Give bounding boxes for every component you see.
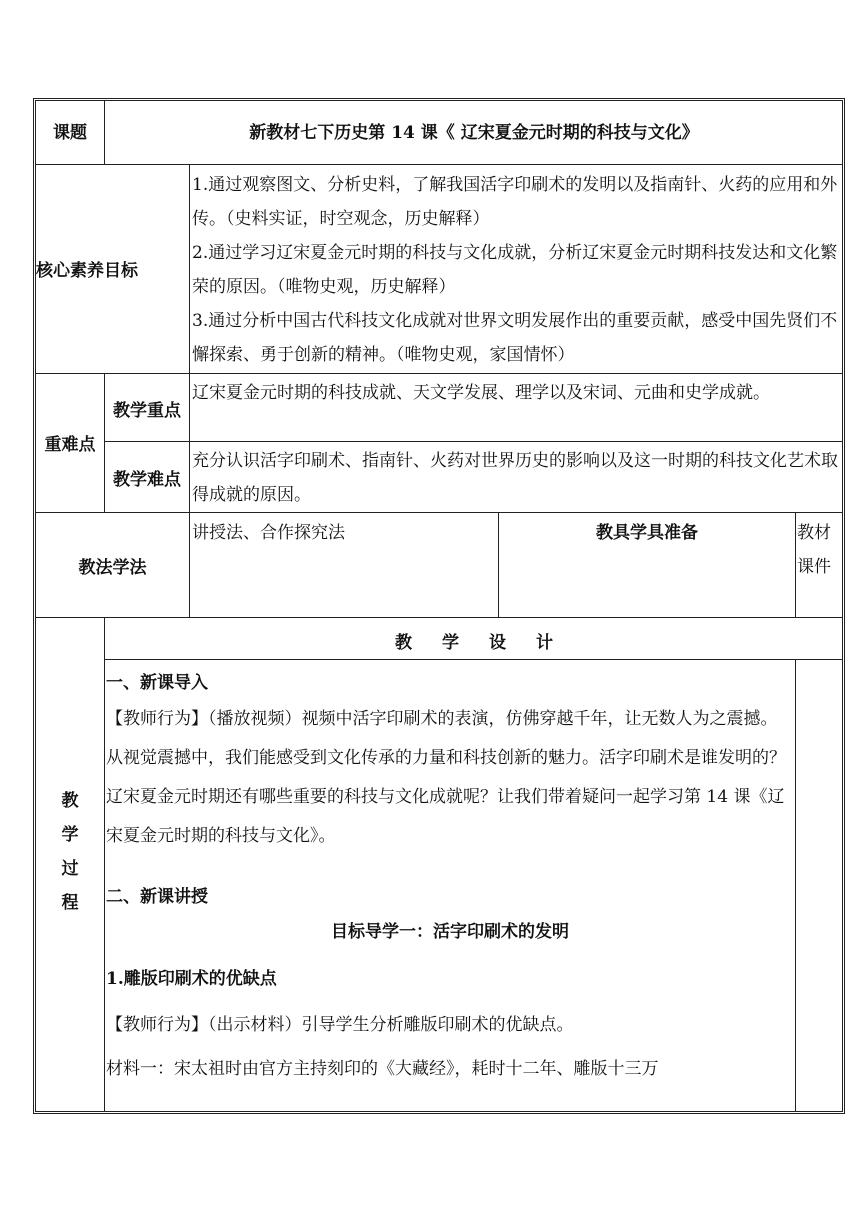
row-divider [35,164,843,165]
tools-label: 教具学具准备 [596,523,698,543]
material-1-text: 材料一：宋太祖时由官方主持刻印的《大藏经》，耗时十二年、雕版十三万 [106,1059,659,1079]
col-divider [795,512,796,617]
core-goal-1: 1.通过观察图文、分析史料，了解我国活字印刷术的发明以及指南针、火药的应用和外传。（史料实证，时空观念，历史解释） [192,175,838,229]
key-points-text: 辽宋夏金元时期的科技成就、天文学发展、理学以及宋词、元曲和史学成就。 [192,383,770,403]
section-intro-title: 一、新课导入 [106,673,208,693]
core-goal-2: 2.通过学习辽宋夏金元时期的科技与文化成就，分析辽宋夏金元时期科技发达和文化繁荣的原因。（唯物史观，历史解释） [192,243,838,297]
hard-points-text: 充分认识活字印刷术、指南针、火药对世界历史的影响以及这一时期的科技文化艺术取得成就的原因。 [192,451,838,505]
core-goals-label: 核心素养目标 [36,261,138,281]
lesson-title: 新教材七下历史第 14 课《 辽宋夏金元时期的科技与文化》 [249,123,699,143]
row-divider [35,373,843,374]
key-points-label: 教学重点 [113,401,181,421]
tools-value-1: 教材 [797,523,831,543]
col-divider [104,617,105,1112]
core-goal-3: 3.通过分析中国古代科技文化成就对世界文明发展作出的重要贡献，感受中国先贤们不懈探索、勇于创新的精神。（唯物史观，家国情怀） [192,311,838,365]
row-divider [35,617,843,618]
difficulty-label: 重难点 [44,435,96,455]
col-divider [795,659,796,1112]
process-label-char: 学 [61,825,79,845]
section-lecture-title: 二、新课讲授 [106,887,208,907]
process-label-char: 教 [61,791,79,811]
teaching-design-title: 教学设计 [395,633,583,653]
sub-1-text: 【教师行为】（出示材料）引导学生分析雕版印刷术的优缺点。 [106,1015,574,1035]
row-divider [104,441,843,442]
hard-points-label: 教学难点 [113,470,181,490]
col-divider [189,164,190,617]
tools-value-2: 课件 [797,557,831,577]
goal-1-title: 目标导学一：活字印刷术的发明 [331,922,569,942]
method-label: 教法学法 [78,558,147,578]
topic-label: 课题 [53,123,87,143]
method-value: 讲授法、合作探究法 [192,523,345,543]
row-divider [35,512,843,513]
sub-1-title: 1.雕版印刷术的优缺点 [106,969,277,989]
process-label-char: 过 [61,859,79,879]
process-label-char: 程 [61,893,79,913]
section-intro-text: 【教师行为】（播放视频）视频中活字印刷术的表演，仿佛穿越千年，让无数人为之震撼。从视觉震撼中，我们能感受到文化传承的力量和科技创新的魅力。活字印刷术是谁发明的？辽宋夏金元时期还有哪些重要的科技与文化成就呢？让我们带着疑问一起学习第 14 课《辽宋夏金元时期的科技与文化》。 [106,709,786,846]
